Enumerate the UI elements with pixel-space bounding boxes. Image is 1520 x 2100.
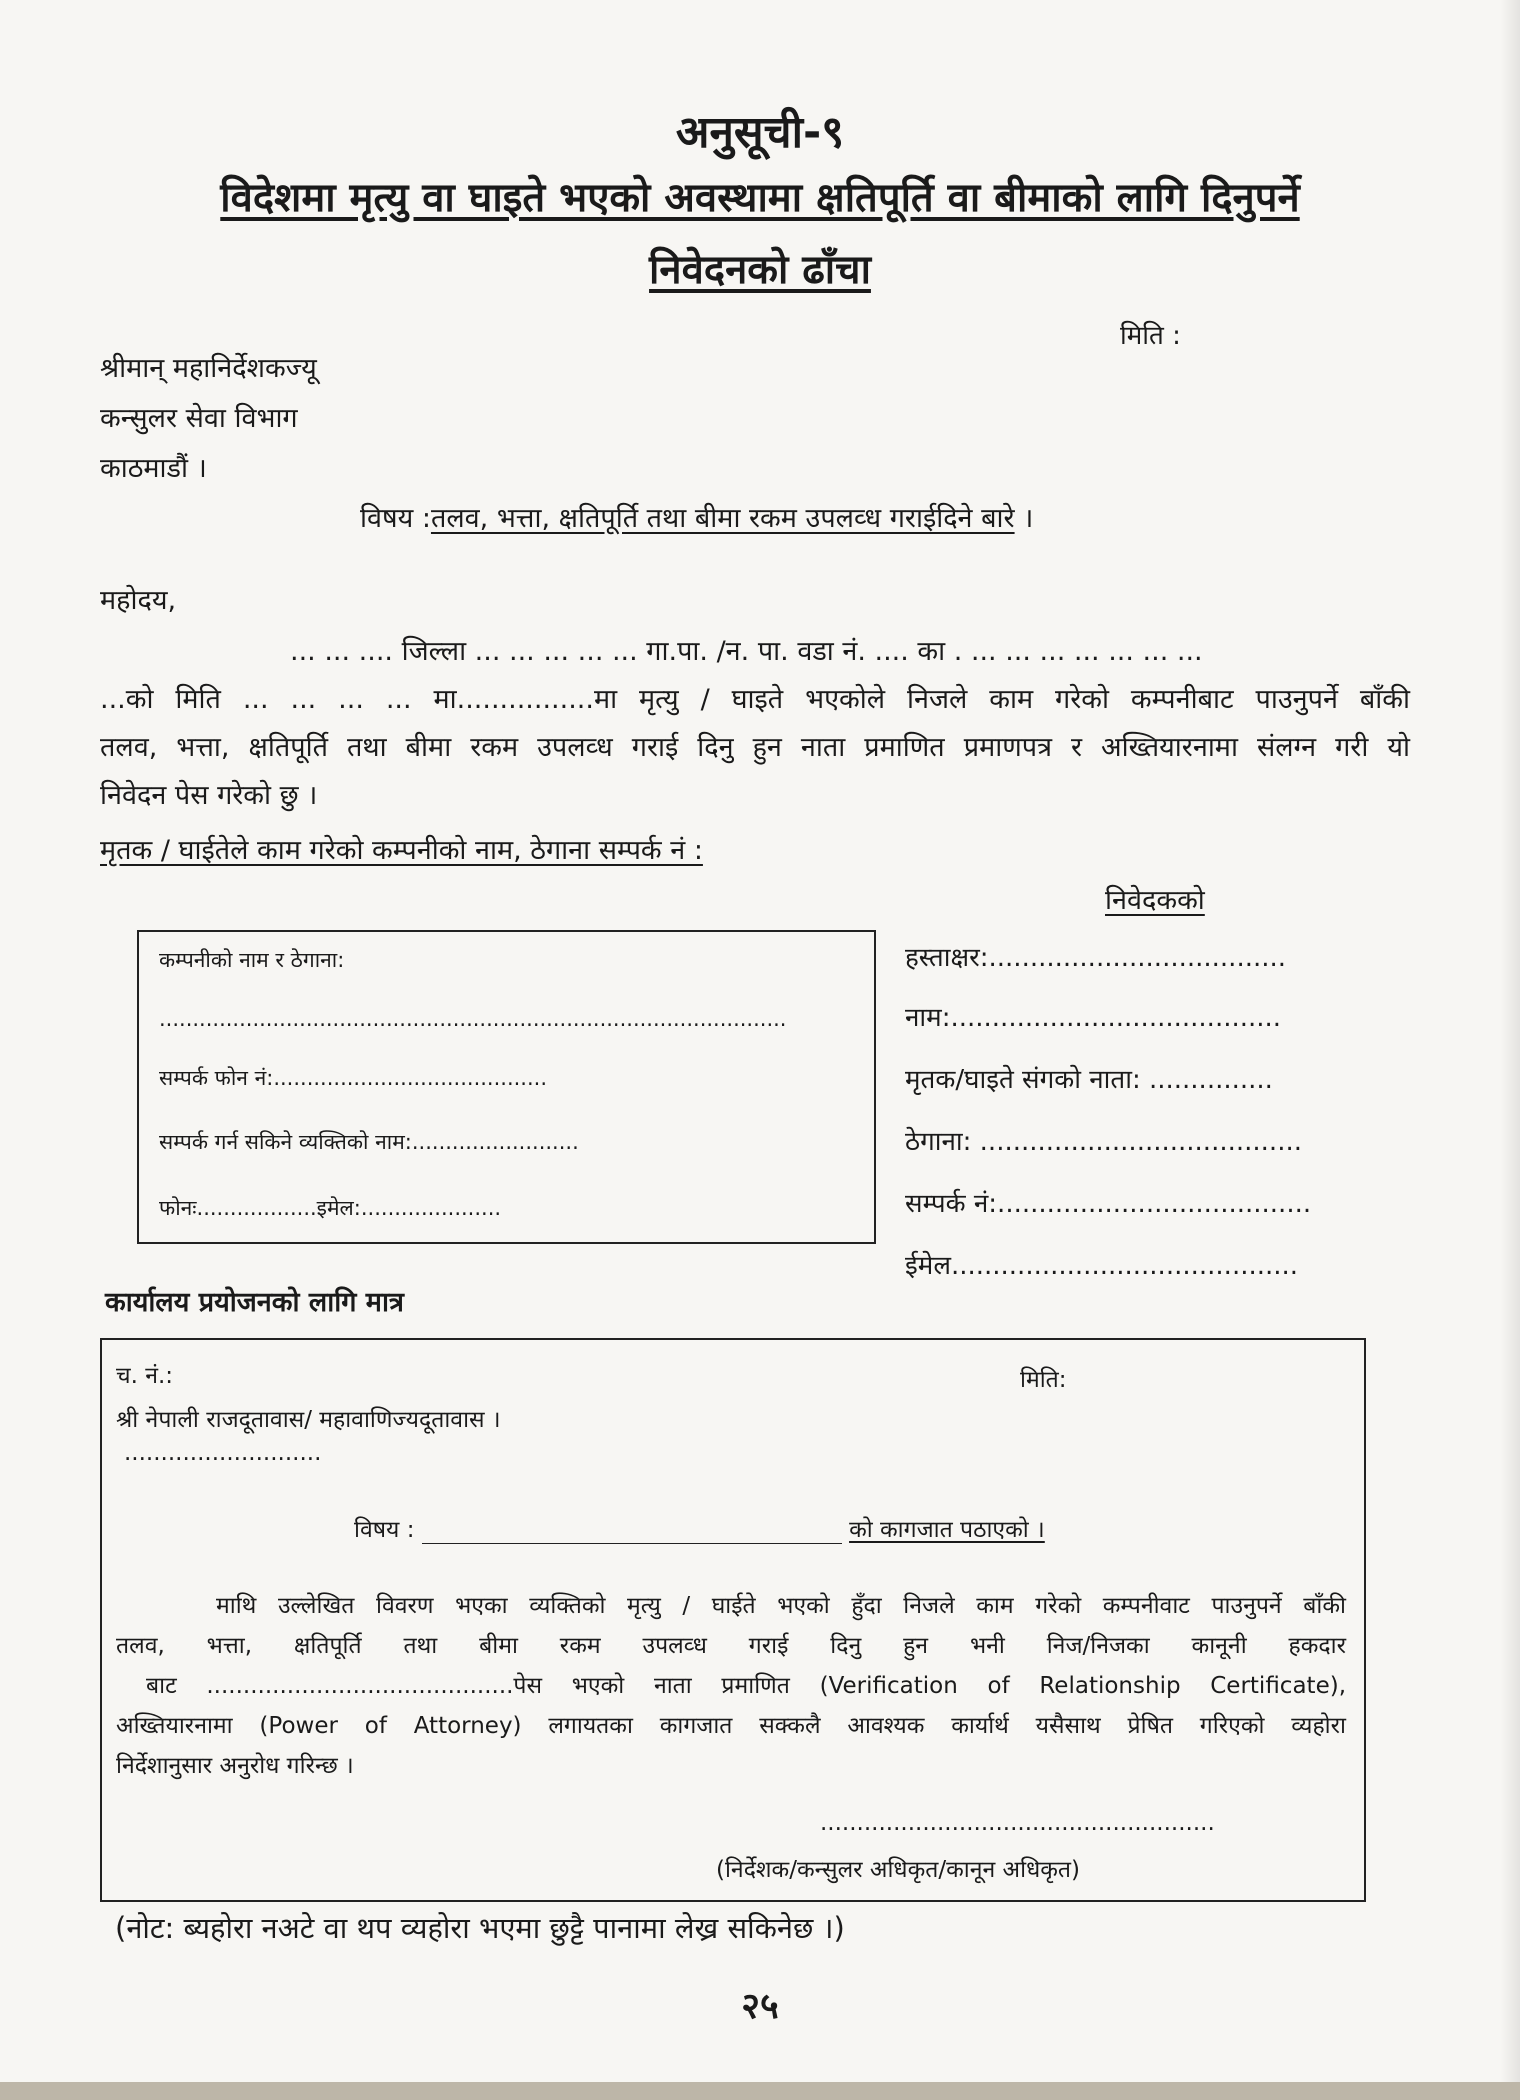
- office-paragraph: [116, 1586, 1346, 1786]
- company-dots-line: ..............................................................................................: [159, 1007, 787, 1031]
- body-line-2: ...को मिति ... ... ... ... मा................मा मृत्यु / घाइते भएकोले निजले काम गरेको कम्पनीबाट पाउनुपर्ने बाँकी: [100, 684, 1410, 715]
- office-date-field: मिति:: [1020, 1367, 1067, 1393]
- schedule-title: अनुसूची-९: [675, 107, 845, 158]
- office-subject: [354, 1512, 1045, 1544]
- company-phone-field: सम्पर्क फोन नं:.........................................: [159, 1066, 548, 1090]
- embassy-dots: ...........................: [124, 1440, 322, 1466]
- application-body: [100, 628, 1410, 820]
- applicant-heading: निवेदकको: [1105, 885, 1205, 916]
- office-para-line5: निर्देशानुसार अनुरोध गरिन्छ ।: [116, 1753, 354, 1779]
- applicant-address-field: ठेगाना: .......................................: [905, 1127, 1302, 1157]
- form-title-line1: विदेशमा मृत्यु वा घाइते भएको अवस्थामा क्षतिपूर्ति वा बीमाको लागि दिनुपर्ने: [220, 175, 1300, 221]
- embassy-addressee: श्री नेपाली राजदूतावास/ महावाणिज्यदूतावास ।: [116, 1407, 501, 1433]
- applicant-name-field: नाम:........................................: [905, 1003, 1282, 1033]
- scan-edge-bottom: [0, 2082, 1520, 2100]
- contact-person-field: सम्पर्क गर्न सकिने व्यक्तिको नाम:.........................: [159, 1130, 579, 1154]
- subject-line: [360, 498, 1033, 535]
- office-use-heading: कार्यालय प्रयोजनको लागि मात्र: [105, 1287, 404, 1318]
- scan-shadow-right: [1500, 0, 1520, 2100]
- company-info-box: [137, 930, 876, 1244]
- office-subject-label: विषय :: [354, 1517, 415, 1543]
- subject-text: तलव, भत्ता, क्षतिपूर्ति तथा बीमा रकम उपलव्ध गराईदिने बारे: [430, 503, 1015, 534]
- addressee-line1: श्रीमान् महानिर्देशकज्यू: [100, 353, 317, 384]
- company-section-heading: मृतक / घाईतेले काम गरेको कम्पनीको नाम, ठेगाना सम्पर्क नं :: [100, 835, 703, 866]
- office-para-line3: बाट ..........................................पेस भएको नाता प्रमाणित (Verification of Relationship Certificate),: [146, 1673, 1346, 1699]
- office-subject-blank-line: [422, 1517, 842, 1544]
- applicant-contact-field: सम्पर्क नं:......................................: [905, 1189, 1312, 1219]
- applicant-email-field: ईमेल..........................................: [905, 1251, 1299, 1281]
- signatory-dots: ......................................................: [820, 1810, 1215, 1836]
- footnote: (नोट: ब्यहोरा नअटे वा थप व्यहोरा भएमा छुट्टै पानामा लेख्र सकिनेछ ।): [115, 1911, 845, 1945]
- subject-label: विषय :: [360, 503, 431, 534]
- office-subject-end: को कागजात पठाएको ।: [849, 1517, 1045, 1543]
- applicant-relation-field: मृतक/घाइते संगको नाता: ...............: [905, 1065, 1273, 1095]
- office-use-box: [100, 1338, 1366, 1902]
- signatory-title: (निर्देशक/कन्सुलर अधिकृत/कानून अधिकृत): [716, 1857, 1080, 1883]
- body-line-4: निवेदन पेस गरेको छु ।: [100, 780, 318, 811]
- addressee-line3: काठमाडौं ।: [100, 453, 207, 484]
- applicant-signature-field: हस्ताक्षर:....................................: [905, 943, 1287, 973]
- phone-email-field: फोनः..................इमेल:.....................: [159, 1196, 502, 1220]
- body-line-1: ... ... .... जिल्ला ... ... ... ... ... गा.पा. /न. पा. वडा नं. .... का . ... ... ... ... ... ... ...: [290, 636, 1203, 667]
- form-title-line2: निवेदनको ढाँचा: [649, 247, 871, 293]
- office-para-line2: तलव, भत्ता, क्षतिपूर्ति तथा बीमा रकम उपलव्ध गराई दिनु हुन भनी निज/निजका कानूनी हकदार: [116, 1633, 1346, 1659]
- subject-end: ।: [1014, 503, 1034, 534]
- page-number: २५: [741, 1986, 779, 2027]
- salutation: महोदय,: [100, 585, 177, 616]
- office-para-line4: अख्तियारनामा (Power of Attorney) लगायतका कागजात सक्कलै आवश्यक कार्यार्थ यसैसाथ प्रेषित गरिएको व्यहोरा: [116, 1713, 1346, 1739]
- reference-number-field: च. नं.:: [116, 1363, 174, 1389]
- body-line-3: तलव, भत्ता, क्षतिपूर्ति तथा बीमा रकम उपलव्ध गराई दिनु हुन नाता प्रमाणित प्रमाणपत्र र अख्तियारनामा संलग्न गरी यो: [100, 732, 1410, 763]
- office-para-line1: माथि उल्लेखित विवरण भएका व्यक्तिको मृत्यु / घाईते भएको हुँदा निजले काम गरेको कम्पनीवाट पाउनुपर्ने बाँकी: [216, 1593, 1346, 1619]
- addressee-line2: कन्सुलर सेवा विभाग: [100, 403, 298, 434]
- company-name-address-field: कम्पनीको नाम र ठेगाना:: [159, 948, 345, 972]
- date-label: मिति :: [1120, 321, 1181, 351]
